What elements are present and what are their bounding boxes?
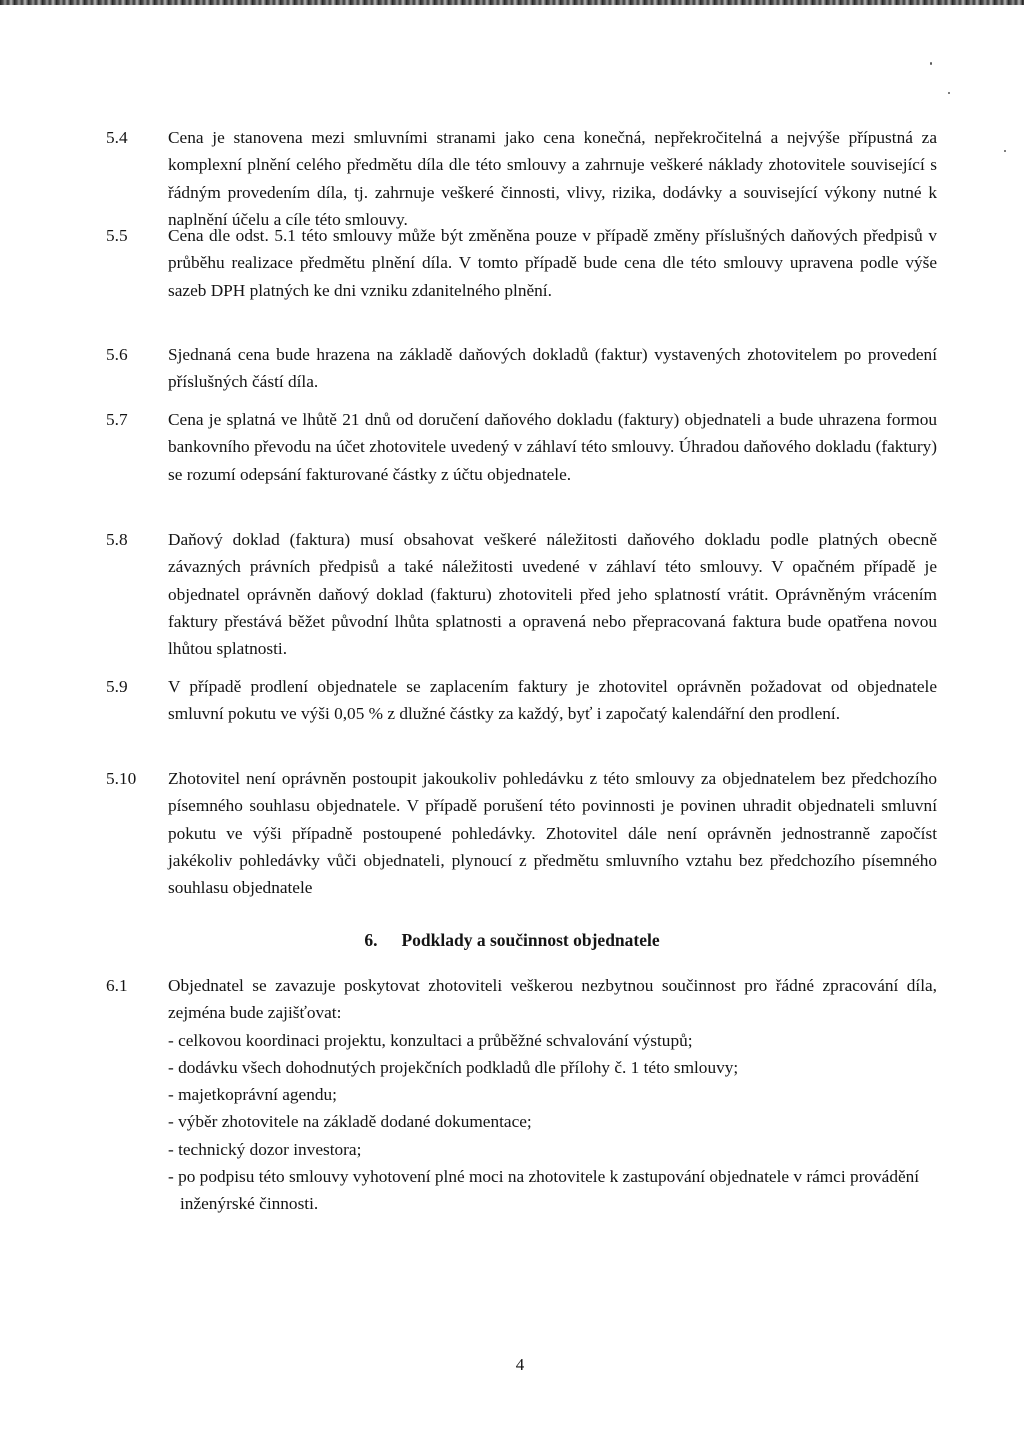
- section-heading: [0, 930, 1024, 951]
- clause-text: Cena je stanovena mezi smluvními stranami jako cena konečná, nepřekročitelná a nejvýše přípustná za komplexní plnění celého předmětu díla dle této smlouvy a zahrnuje veškeré náklady zhotovitele související s řádným provedením díla, tj. zahrnuje veškeré činnosti, vlivy, rizika, dodávky a související výkony nutné k naplnění účelu a cíle této smlouvy.: [168, 128, 937, 229]
- list-item: - dodávku všech dohodnutých projekčních podkladů dle přílohy č. 1 této smlouvy;: [168, 1057, 739, 1077]
- clause-text: Objednatel se zavazuje poskytovat zhotoviteli veškerou nezbytnou součinnost pro řádné zpracování díla, zejména bude zajišťovat:: [168, 976, 937, 1023]
- clause-text: Cena dle odst. 5.1 této smlouvy může být změněna pouze v případě změny příslušných daňových předpisů v průběhu realizace předmětu plnění díla. V tomto případě bude cena dle této smlouvy upravena podle výše sazeb DPH platných ke dni vzniku zdanitelného plnění.: [168, 226, 937, 300]
- list-item: - technický dozor investora;: [168, 1139, 362, 1159]
- list-item: - výběr zhotovitele na základě dodané dokumentace;: [168, 1112, 532, 1132]
- clause-number: 5.7: [106, 410, 128, 429]
- clause-text: Zhotovitel není oprávněn postoupit jakoukoliv pohledávku z této smlouvy za objednatelem bez předchozího písemného souhlasu objednatele. V případě porušení této povinnosti je povinen uhradit objednateli smluvní pokutu ve výši případně postoupené pohledávky. Zhotovitel dále není oprávněn jednostranně započíst jakékoliv pohledávky vůči objednateli, plynoucí z předmětu smluvního vztahu bez předchozího písemného souhlasu objednatele: [168, 769, 937, 898]
- clause-number: 5.9: [106, 677, 128, 696]
- clause-number: 5.5: [106, 226, 128, 245]
- clause-text: Sjednaná cena bude hrazena na základě daňových dokladů (faktur) vystavených zhotovitelem po provedení příslušných částí díla.: [168, 345, 937, 392]
- clause-number: 5.4: [106, 128, 128, 147]
- clause-number: 5.6: [106, 345, 128, 364]
- clause-number: 5.8: [106, 530, 128, 549]
- clause-number: 5.10: [106, 769, 137, 788]
- section-heading-title: Podklady a součinnost objednatele: [401, 930, 660, 950]
- list-item: - majetkoprávní agendu;: [168, 1085, 337, 1105]
- clause-number: 6.1: [106, 976, 128, 995]
- list-item: - celkovou koordinaci projektu, konzultaci a průběžné schvalování výstupů;: [168, 1030, 693, 1050]
- obligations-list: [168, 1027, 937, 1218]
- page-number: 4: [515, 1355, 525, 1374]
- clause-text: Cena je splatná ve lhůtě 21 dnů od doručení daňového dokladu (faktury) objednateli a bude uhrazena formou bankovního převodu na účet zhotovitele uvedený v záhlaví této smlouvy. Úhradou daňového dokladu (faktury) se rozumí odepsání fakturované částky z účtu objednatele.: [168, 410, 937, 484]
- list-item: - po podpisu této smlouvy vyhotovení plné moci na zhotovitele k zastupování objednatele v rámci provádění inženýrské činnosti.: [168, 1167, 920, 1214]
- clause-text: V případě prodlení objednatele se zaplacením faktury je zhotovitel oprávněn požadovat od objednatele smluvní pokutu ve výši 0,05 % z dlužné částky za každý, byť i započatý kalendářní den prodlení.: [168, 677, 937, 724]
- clause-text: Daňový doklad (faktura) musí obsahovat veškeré náležitosti daňového dokladu podle platných obecně závazných právních předpisů a také náležitosti uvedené v záhlaví této smlouvy. V opačném případě je objednatel oprávněn daňový doklad (fakturu) zhotoviteli před jeho splatností vrátit. Oprávněným vrácením faktury přestává běžet původní lhůta splatnosti a opravená nebo přepracovaná faktura bude opatřena novou lhůtou splatnosti.: [168, 530, 937, 659]
- section-heading-number: 6.: [364, 930, 378, 950]
